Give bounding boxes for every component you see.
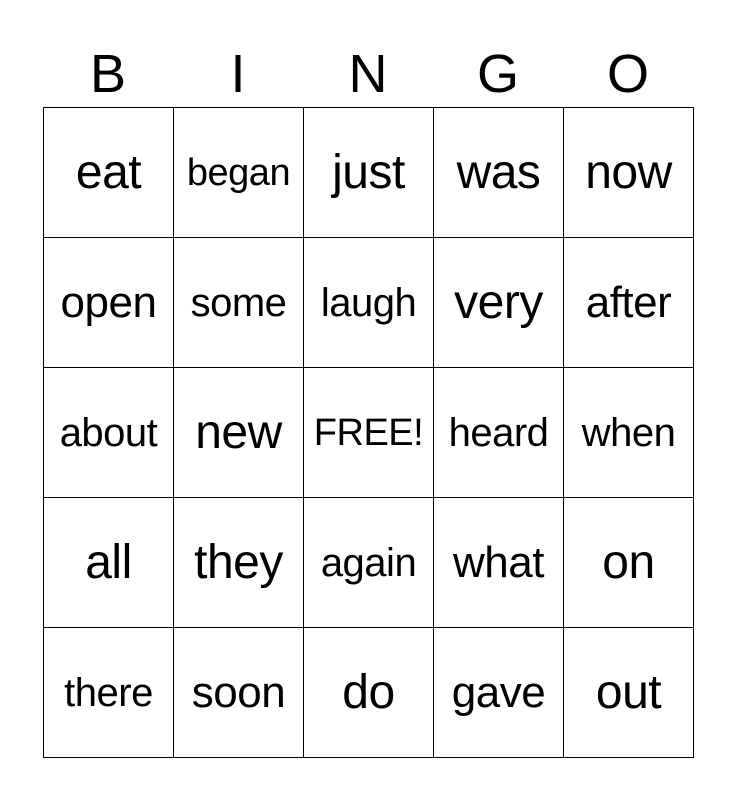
header-letter-i: I xyxy=(230,44,246,104)
header-letter-o: O xyxy=(606,44,649,104)
bingo-cell[interactable]: out xyxy=(564,628,694,758)
bingo-cell[interactable]: what xyxy=(434,498,564,628)
bingo-cell[interactable]: was xyxy=(434,108,564,238)
header-letter-n: N xyxy=(348,44,388,104)
bingo-cell[interactable]: laugh xyxy=(304,238,434,368)
bingo-cell[interactable]: began xyxy=(174,108,304,238)
bingo-cell[interactable]: about xyxy=(44,368,174,498)
bingo-cell[interactable]: on xyxy=(564,498,694,628)
bingo-cell[interactable]: heard xyxy=(434,368,564,498)
bingo-cell[interactable]: eat xyxy=(44,108,174,238)
bingo-cell[interactable]: open xyxy=(44,238,174,368)
bingo-header xyxy=(43,40,693,108)
bingo-cell[interactable]: all xyxy=(44,498,174,628)
header-letter-g: G xyxy=(476,44,519,104)
bingo-cell[interactable]: some xyxy=(174,238,304,368)
free-space-cell[interactable]: FREE! xyxy=(304,368,434,498)
bingo-cell[interactable]: now xyxy=(564,108,694,238)
bingo-cell[interactable]: they xyxy=(174,498,304,628)
bingo-cell[interactable]: after xyxy=(564,238,694,368)
bingo-cell[interactable]: again xyxy=(304,498,434,628)
bingo-cell[interactable]: do xyxy=(304,628,434,758)
bingo-cell[interactable]: there xyxy=(44,628,174,758)
bingo-cell[interactable]: very xyxy=(434,238,564,368)
header-letter-b: B xyxy=(89,44,127,104)
bingo-cell[interactable]: soon xyxy=(174,628,304,758)
bingo-cell[interactable]: gave xyxy=(434,628,564,758)
bingo-board xyxy=(43,107,694,758)
bingo-cell[interactable]: new xyxy=(174,368,304,498)
bingo-cell[interactable]: just xyxy=(304,108,434,238)
bingo-cell[interactable]: when xyxy=(564,368,694,498)
